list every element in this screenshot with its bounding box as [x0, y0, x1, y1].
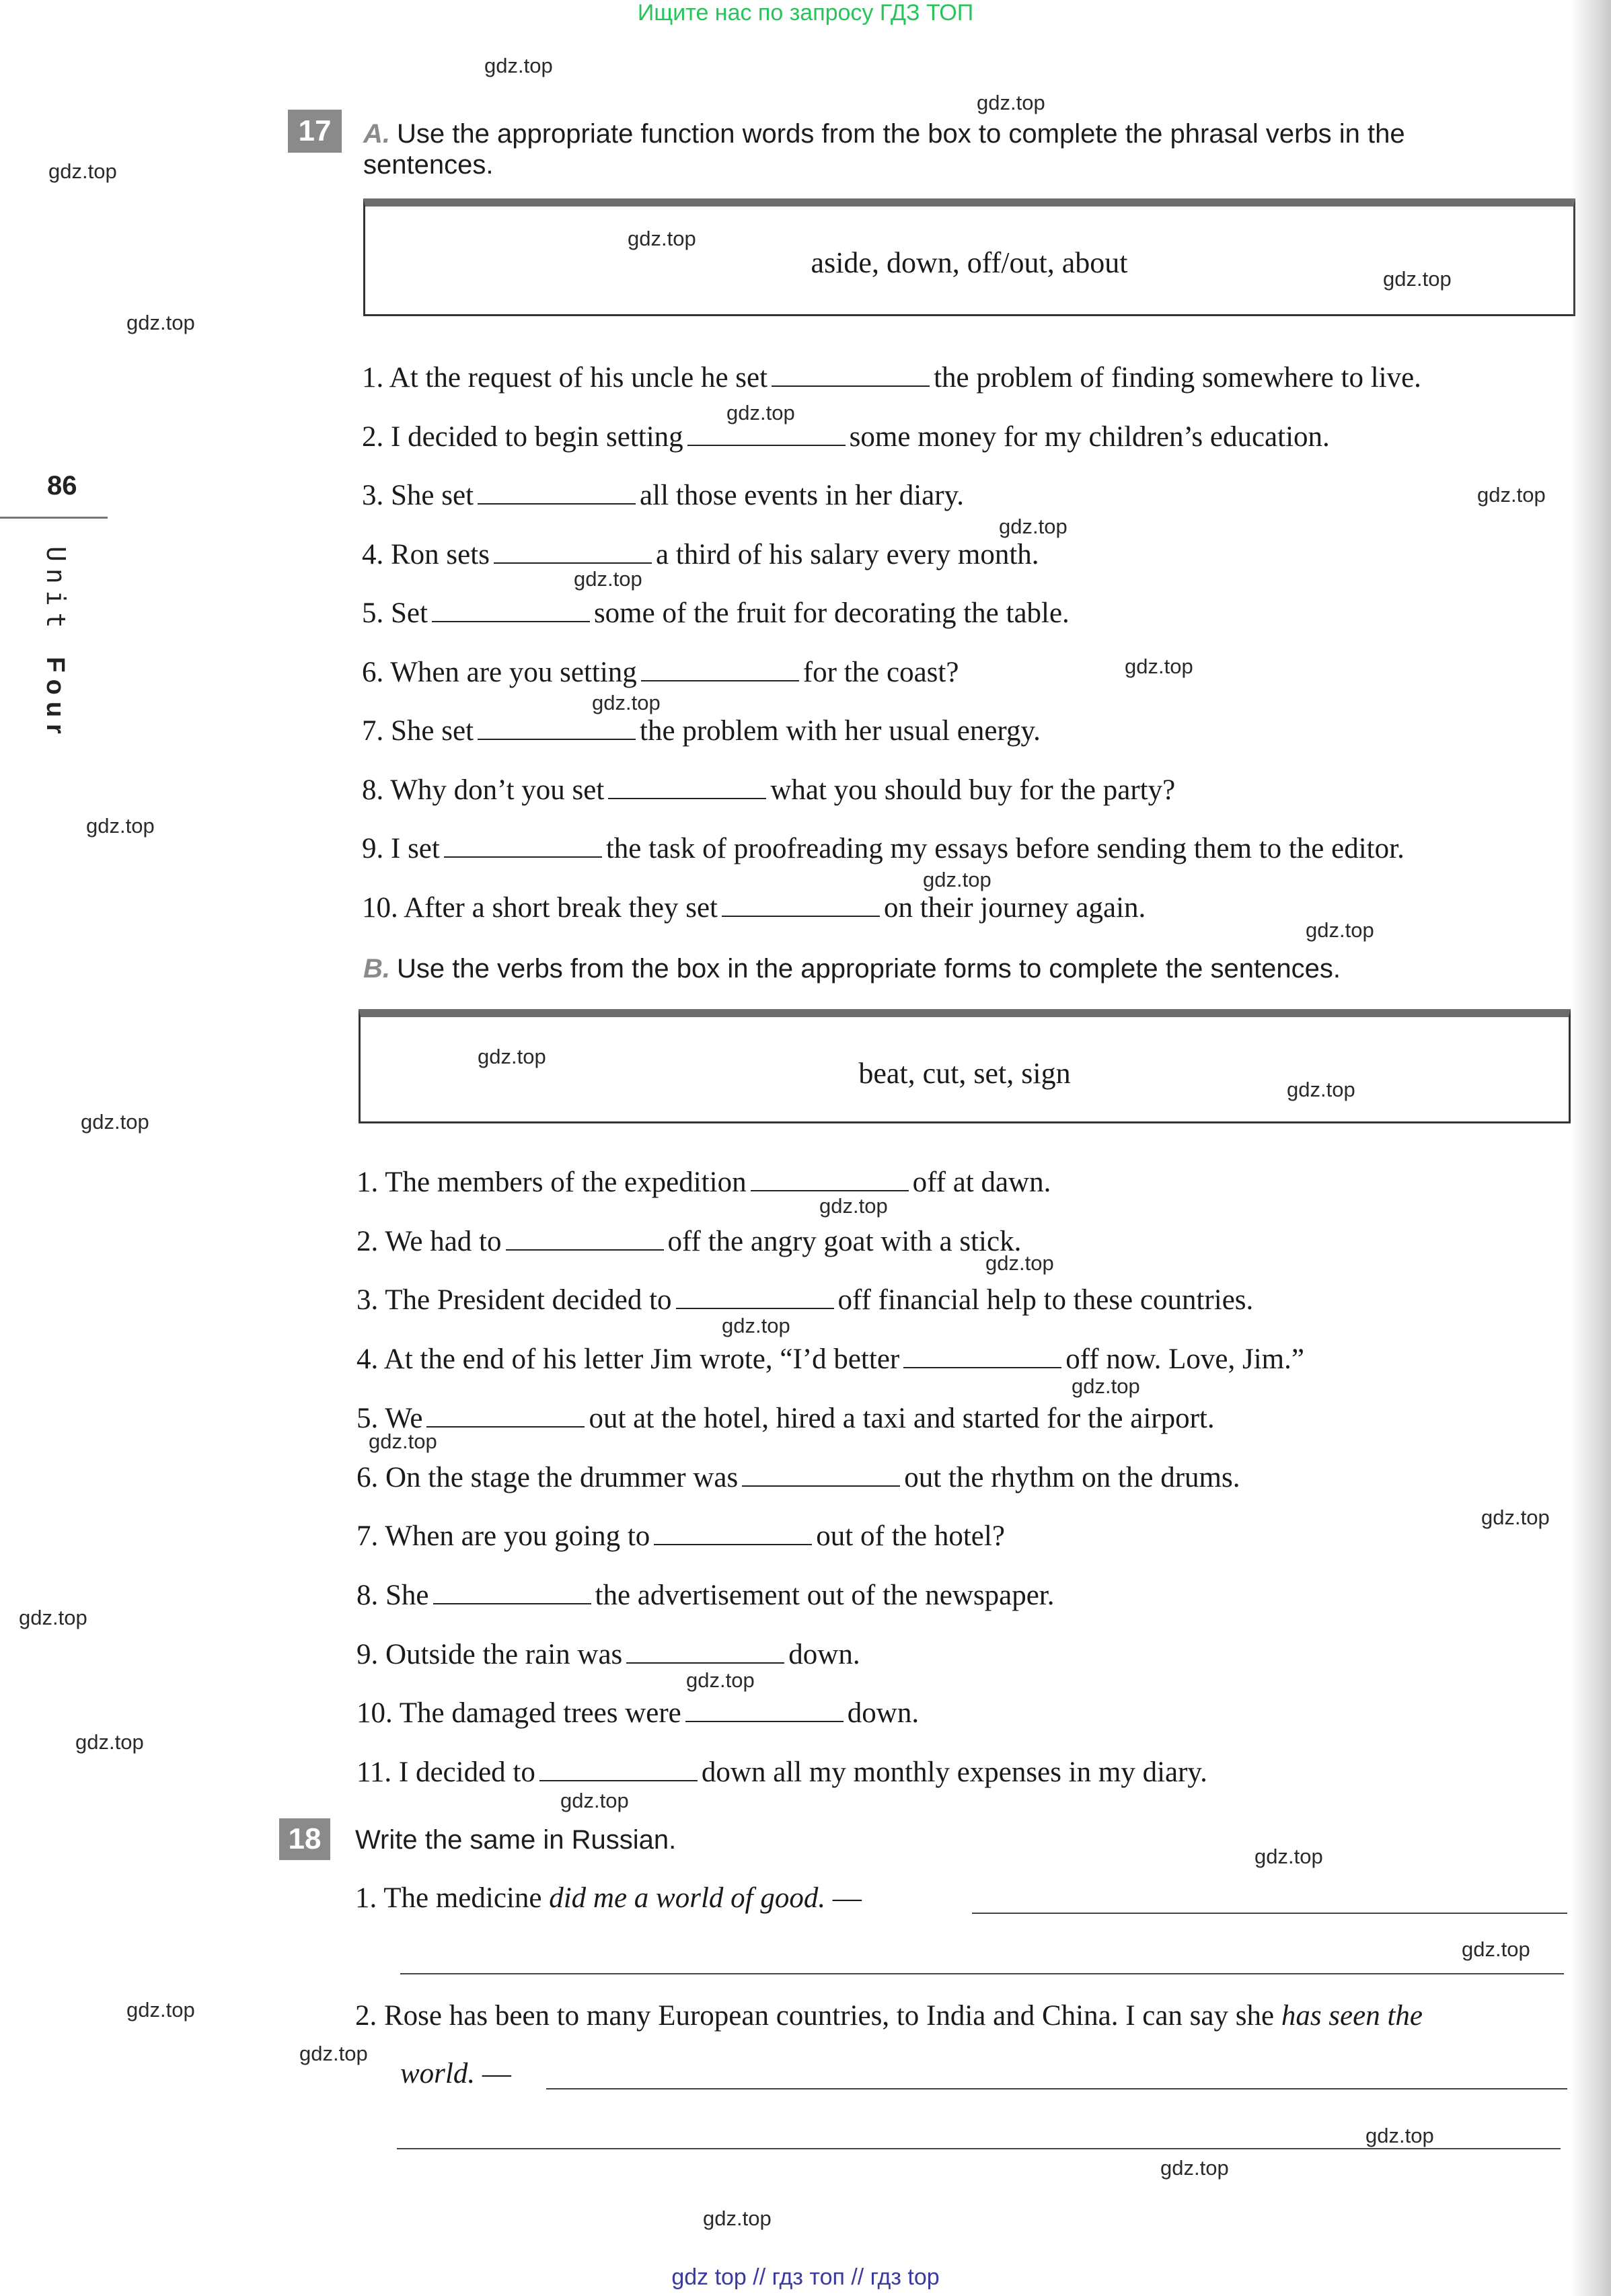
sentence-7: 7. When are you going to out of the hotel? [357, 1520, 1005, 1553]
answer-blank[interactable] [444, 836, 602, 858]
watermark-text[interactable]: gdz.top [923, 868, 991, 891]
watermark-text[interactable]: gdz.top [75, 1730, 144, 1754]
watermark-text[interactable]: gdz.top [1287, 1078, 1355, 1101]
sentence-11: 11. I decided to down all my monthly expenses in my diary. [357, 1756, 1207, 1788]
sentence-9: 9. I set the task of proofreading my essays before sending them to the editor. [362, 833, 1404, 864]
exercise-17-number: 17 [288, 110, 342, 153]
answer-blank[interactable] [742, 1465, 900, 1487]
sentence-1: 1. The members of the expedition off at dawn. [357, 1166, 1051, 1198]
answer-blank[interactable] [751, 1170, 909, 1191]
watermark-text[interactable]: gdz.top [722, 1314, 790, 1337]
ex18-item-1-answer-line[interactable] [972, 1913, 1567, 1914]
page-number-rule [0, 517, 108, 519]
page-number: 86 [47, 471, 77, 501]
answer-blank[interactable] [654, 1524, 812, 1545]
sentence-8: 8. Why don’t you set what you should buy for the party? [362, 774, 1176, 806]
watermark-text[interactable]: gdz.top [560, 1789, 629, 1812]
watermark-text[interactable]: gdz.top [126, 1998, 195, 2022]
answer-blank[interactable] [494, 542, 652, 564]
watermark-text[interactable]: gdz.top [1160, 2156, 1229, 2180]
watermark-text[interactable]: gdz.top [977, 91, 1045, 114]
answer-blank[interactable] [626, 1642, 784, 1664]
answer-blank[interactable] [432, 601, 590, 622]
answer-blank[interactable] [687, 424, 846, 446]
page-edge-shadow [1571, 0, 1611, 2296]
exercise-17a-instruction-cont: sentences. [363, 150, 494, 180]
watermark-text[interactable]: gdz.top [1383, 267, 1452, 291]
watermark-text[interactable]: gdz.top [19, 1606, 87, 1629]
watermark-text[interactable]: gdz.top [369, 1430, 437, 1453]
answer-blank[interactable] [676, 1288, 834, 1309]
ex18-item-2-answer-line-2[interactable] [397, 2148, 1561, 2149]
watermark-text[interactable]: gdz.top [48, 159, 117, 183]
sentence-4: 4. At the end of his letter Jim wrote, “I’d better off now. Love, Jim.” [357, 1343, 1304, 1376]
part-b-letter: B. [363, 954, 390, 984]
watermark-text[interactable]: gdz.top [86, 814, 155, 838]
sentence-3: 3. The President decided to off financial help to these countries. [357, 1284, 1254, 1317]
sentence-2: 2. I decided to begin setting some money for my children’s education. [362, 420, 1330, 453]
sentence-8: 8. She the advertisement out of the newspaper. [357, 1579, 1055, 1611]
word-box-b-text: beat, cut, set, sign [858, 1057, 1071, 1090]
watermark-text[interactable]: gdz.top [628, 227, 696, 250]
sentence-6: 6. When are you setting for the coast? [362, 656, 959, 688]
bottom-banner[interactable]: gdz top // гдз топ // гдз top [671, 2264, 940, 2290]
ex18-item-2: 2. Rose has been to many European countries, to India and China. I can say she has seen the [355, 2000, 1423, 2032]
sentence-6: 6. On the stage the drummer was out the rhythm on the drums. [357, 1461, 1240, 1493]
exercise-17a-instruction: A. Use the appropriate function words from the box to complete the phrasal verbs in the [363, 119, 1405, 149]
answer-blank[interactable] [772, 365, 930, 387]
watermark-text[interactable]: gdz.top [592, 691, 661, 714]
sentence-9: 9. Outside the rain was down. [357, 1638, 860, 1670]
watermark-text[interactable]: gdz.top [1072, 1374, 1140, 1398]
answer-blank[interactable] [478, 483, 636, 505]
watermark-text[interactable]: gdz.top [985, 1251, 1054, 1275]
watermark-text[interactable]: gdz.top [1125, 655, 1193, 678]
answer-blank[interactable] [903, 1347, 1061, 1368]
watermark-text[interactable]: gdz.top [1477, 483, 1546, 507]
watermark-text[interactable]: gdz.top [726, 401, 795, 424]
sentence-3: 3. She set all those events in her diary. [362, 480, 965, 511]
sentence-10: 10. After a short break they set on their journey again. [362, 891, 1146, 924]
ex18-item-1: 1. The medicine did me a world of good. — [355, 1882, 862, 1914]
watermark-text[interactable]: gdz.top [478, 1045, 546, 1068]
sentence-2: 2. We had to off the angry goat with a stick. [357, 1225, 1022, 1257]
answer-blank[interactable] [506, 1229, 664, 1251]
answer-blank[interactable] [722, 895, 880, 917]
watermark-text[interactable]: gdz.top [1481, 1506, 1550, 1529]
sentence-5: 5. Set some of the fruit for decorating the table. [362, 597, 1070, 629]
answer-blank[interactable] [539, 1760, 698, 1781]
watermark-text[interactable]: gdz.top [574, 567, 642, 591]
watermark-text[interactable]: gdz.top [819, 1194, 888, 1218]
unit-label: Unit Four [41, 546, 71, 741]
watermark-text[interactable]: gdz.top [126, 311, 195, 334]
exercise-18-number: 18 [279, 1818, 330, 1860]
top-banner[interactable]: Ищите нас по запросу ГДЗ ТОП [637, 0, 974, 26]
sentence-10: 10. The damaged trees were down. [357, 1697, 920, 1730]
answer-blank[interactable] [685, 1701, 844, 1722]
watermark-text[interactable]: gdz.top [299, 2042, 368, 2065]
sentence-7: 7. She set the problem with her usual energy. [362, 715, 1041, 747]
watermark-text[interactable]: gdz.top [686, 1668, 755, 1692]
watermark-text[interactable]: gdz.top [1462, 1937, 1530, 1961]
exercise-18-instruction: Write the same in Russian. [355, 1825, 677, 1855]
sentence-1: 1. At the request of his uncle he set the problem of finding somewhere to live. [362, 362, 1421, 394]
answer-blank[interactable] [641, 660, 799, 681]
watermark-text[interactable]: gdz.top [1365, 2124, 1434, 2147]
sentence-5: 5. We out at the hotel, hired a taxi and started for the airport. [357, 1402, 1215, 1434]
answer-blank[interactable] [478, 718, 636, 740]
watermark-text[interactable]: gdz.top [1254, 1845, 1323, 1868]
ex18-item-2-cont: world. — [400, 2058, 511, 2089]
answer-blank[interactable] [426, 1406, 585, 1428]
part-a-letter: A. [363, 119, 390, 149]
sentence-4: 4. Ron sets a third of his salary every month. [362, 538, 1039, 570]
watermark-text[interactable]: gdz.top [703, 2207, 772, 2230]
watermark-text[interactable]: gdz.top [1306, 918, 1374, 942]
word-box-a-text: aside, down, off/out, about [811, 246, 1128, 279]
ex18-item-1-answer-line-2[interactable] [400, 1973, 1564, 1974]
answer-blank[interactable] [608, 778, 766, 799]
watermark-text[interactable]: gdz.top [484, 54, 553, 77]
ex18-item-2-answer-line[interactable] [546, 2088, 1567, 2089]
exercise-17b-instruction: B. Use the verbs from the box in the appropriate forms to complete the sentences. [363, 954, 1341, 984]
answer-blank[interactable] [433, 1583, 591, 1604]
watermark-text[interactable]: gdz.top [81, 1110, 149, 1134]
word-box-a [363, 198, 1575, 316]
watermark-text[interactable]: gdz.top [999, 515, 1067, 538]
